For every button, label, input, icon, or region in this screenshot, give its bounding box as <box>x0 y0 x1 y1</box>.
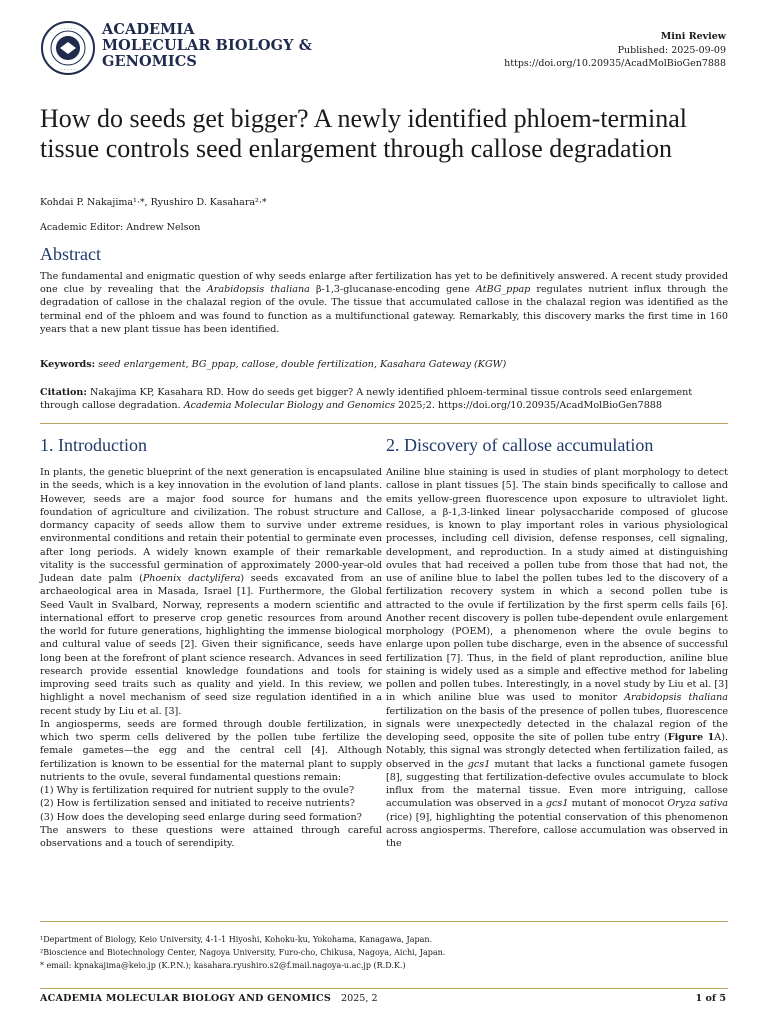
intro-paragraph-1: In plants, the genetic blueprint of the next generation is encapsulated in the seeds, which is a key innovation in the evolution of land plants. However, seeds are a major food source for humans and the foundation of agriculture and civilization. The robust structure and dormancy capacity of seeds allow them to survive under extreme environmental conditions and retain their potential to germinate even after long periods. A widely known example of their remarkable vitality is the successful germination of approximately 2000-year-old Judean date palm (Phoenix dactylifera) seeds excavated from an archaeological area in Masada, Israel [1]. Furthermore, the Global Seed Vault in Svalbard, Norway, represents a modern scientific and international effort to preserve crop genetic resources from around the world for future generations, highlighting the immense biological and cultural value of seeds [2]. Given their significance, seeds have long been at the forefront of plant science research. Advances in seed research provide essential knowledge foundations and tools for improving seed traits such as quality and yield. In this review, we highlight a novel mechanism of seed size regulation identified in a recent study by Liu et al. [3]. <box>40 467 382 717</box>
doi-link[interactable]: https://doi.org/10.20935/AcadMolBioGen7888 <box>504 58 726 69</box>
intro-question-2: (2) How is fertilization sensed and initiated to receive nutrients? <box>40 798 355 810</box>
corresponding-emails: * email: kpnakajima@keio.jp (K.P.N.); kasahara.ryushiro.s2@f.mail.nagoya-u.ac.jp (R.D.K.) <box>40 961 406 970</box>
article-title: How do seeds get bigger? A newly identified phloem-terminal tissue controls seed enlargement through callose degradation <box>40 104 687 163</box>
discovery-heading: 2. Discovery of callose accumulation <box>386 435 654 455</box>
published-date: Published: 2025-09-09 <box>617 44 726 56</box>
discovery-paragraph: Aniline blue staining is used in studies of plant morphology to detect callose in plant tissues [5]. The stain binds specifically to callose and emits yellow-green fluorescence upon exposure to ultraviolet light. Callose, a β-1,3-linked linear polysaccharide composed of glucose residues, is known to play important roles in various physiological processes, including cell division, defense responses, cell signaling, development, and reproduction. In a study aimed at distinguishing ovules that had received a pollen tube from those that had not, the use of aniline blue to label the pollen tubes led to the discovery of a fertilization recovery system in which a second pollen tube is attracted to the ovule if fertilization by the first sperm cells fails [6]. Another recent discovery is pollen tube-dependent ovule enlargement morphology (POEM), a phenomenon where the ovule begins to enlarge upon pollen tube discharge, even in the absence of successful fertilization [7]. Thus, in the field of plant reproduction, aniline blue staining is widely used as a simple and effective method for labeling pollen and pollen tubes. Interestingly, in a novel study by Liu et al. [3] in which aniline blue was used to monitor Arabidopsis thaliana fertilization on the basis of the presence of pollen tubes, fluorescence signals were unexpectedly detected in the chalazal region of the developing seed, opposite the site of pollen tube entry (Figure 1A). Notably, this signal was strongly detected when fertilization failed, as observed in the gcs1 mutant that lacks a functional gamete fusogen [8], suggesting that fertilization-defective ovules accumulate to block influx from the maternal tissue. Even more intriguing, callose accumulation was observed in a gcs1 mutant of monocot Oryza sativa (rice) [9], highlighting the potential conservation of this phenomenon across angiosperms. Therefore, callose accumulation was observed in the <box>386 467 729 849</box>
footer-divider <box>40 988 728 989</box>
intro-question-3: (3) How does the developing seed enlarge during seed formation? <box>40 811 362 823</box>
footnotes <box>40 933 445 972</box>
column-right <box>386 434 728 850</box>
footer-journal: ACADEMIA MOLECULAR BIOLOGY AND GENOMICS <box>40 993 331 1004</box>
keywords-label: Keywords: <box>40 359 96 370</box>
svg-text:· · · · ·: · · · · · <box>60 67 76 73</box>
article-meta <box>504 30 726 71</box>
abstract-text: The fundamental and enigmatic question of why seeds enlarge after fertilization has yet to be definitively answered. A recent study provided one clue by revealing that the Arabidopsis thaliana β-1,3-glucanase-encoding gene AtBG_ppap regulates nutrient influx through the degradation of callose in the chalazal region of the ovule. The tissue that accumulated callose in the chalazal region was identified as the terminal end of the phloem and was found to function as a multifunctional gateway. Remarkably, this discovery marks the first time in 160 years that a new plant tissue has been identified. <box>40 271 729 335</box>
keywords-text: seed enlargement, BG_ppap, callose, double fertilization, Kasahara Gateway (KGW) <box>98 359 507 370</box>
keywords <box>40 358 728 371</box>
article-type: Mini Review <box>660 31 726 42</box>
author-list: Kohdai P. Nakajima¹·*, Ryushiro D. Kasahara²·* <box>40 197 267 208</box>
intro-paragraph-3: The answers to these questions were attained through careful observations and a touch of serendipity. <box>40 824 382 849</box>
section-divider <box>40 423 728 424</box>
footer-year: 2025, 2 <box>341 993 378 1004</box>
journal-name-line3: GENOMICS <box>102 53 197 70</box>
page-footer <box>40 993 726 1004</box>
journal-name <box>102 22 312 70</box>
citation-label: Citation: <box>40 387 87 398</box>
intro-paragraph-2: In angiosperms, seeds are formed through double fertilization, in which two sperm cells delivered by the pollen tube fertilize the female gametes—the egg and the central cell [4]. Although fertilization is known to be essential for the maternal plant to supply nutrients to the ovule, several fundamental questions remain: <box>40 718 382 783</box>
journal-name-line2: MOLECULAR BIOLOGY & <box>102 37 312 54</box>
page-number: 1 of 5 <box>695 993 726 1004</box>
column-left <box>40 434 382 850</box>
affiliation-1: ¹Department of Biology, Keio University, 4-1-1 Hiyoshi, Kohoku-ku, Yokohama, Kanagawa, Japan. <box>40 935 433 944</box>
affiliation-2: ²Bioscience and Biotechnology Center, Nagoya University, Furo-cho, Chikusa, Nagoya, Aichi, Japan. <box>40 948 446 957</box>
abstract-heading: Abstract <box>40 244 101 264</box>
citation: Citation: Nakajima KP, Kasahara RD. How do seeds get bigger? A newly identified phloem-terminal tissue controls seed enlargement through callose degradation. Academia Molecular Biology and Genomics 2025;2. https://doi.org/10.20935/AcadMolBioGen7888 <box>40 387 693 412</box>
introduction-heading: 1. Introduction <box>40 435 147 455</box>
page-header <box>40 18 726 80</box>
academia-seal-icon <box>40 20 96 76</box>
footnote-divider <box>40 921 728 922</box>
figure-reference[interactable]: Figure 1 <box>667 732 715 743</box>
academic-editor: Academic Editor: Andrew Nelson <box>40 222 201 233</box>
intro-question-1: (1) Why is fertilization required for nutrient supply to the ovule? <box>40 785 355 796</box>
journal-name-line1: ACADEMIA <box>102 21 195 38</box>
svg-text:· · · · ·: · · · · · <box>60 26 76 32</box>
